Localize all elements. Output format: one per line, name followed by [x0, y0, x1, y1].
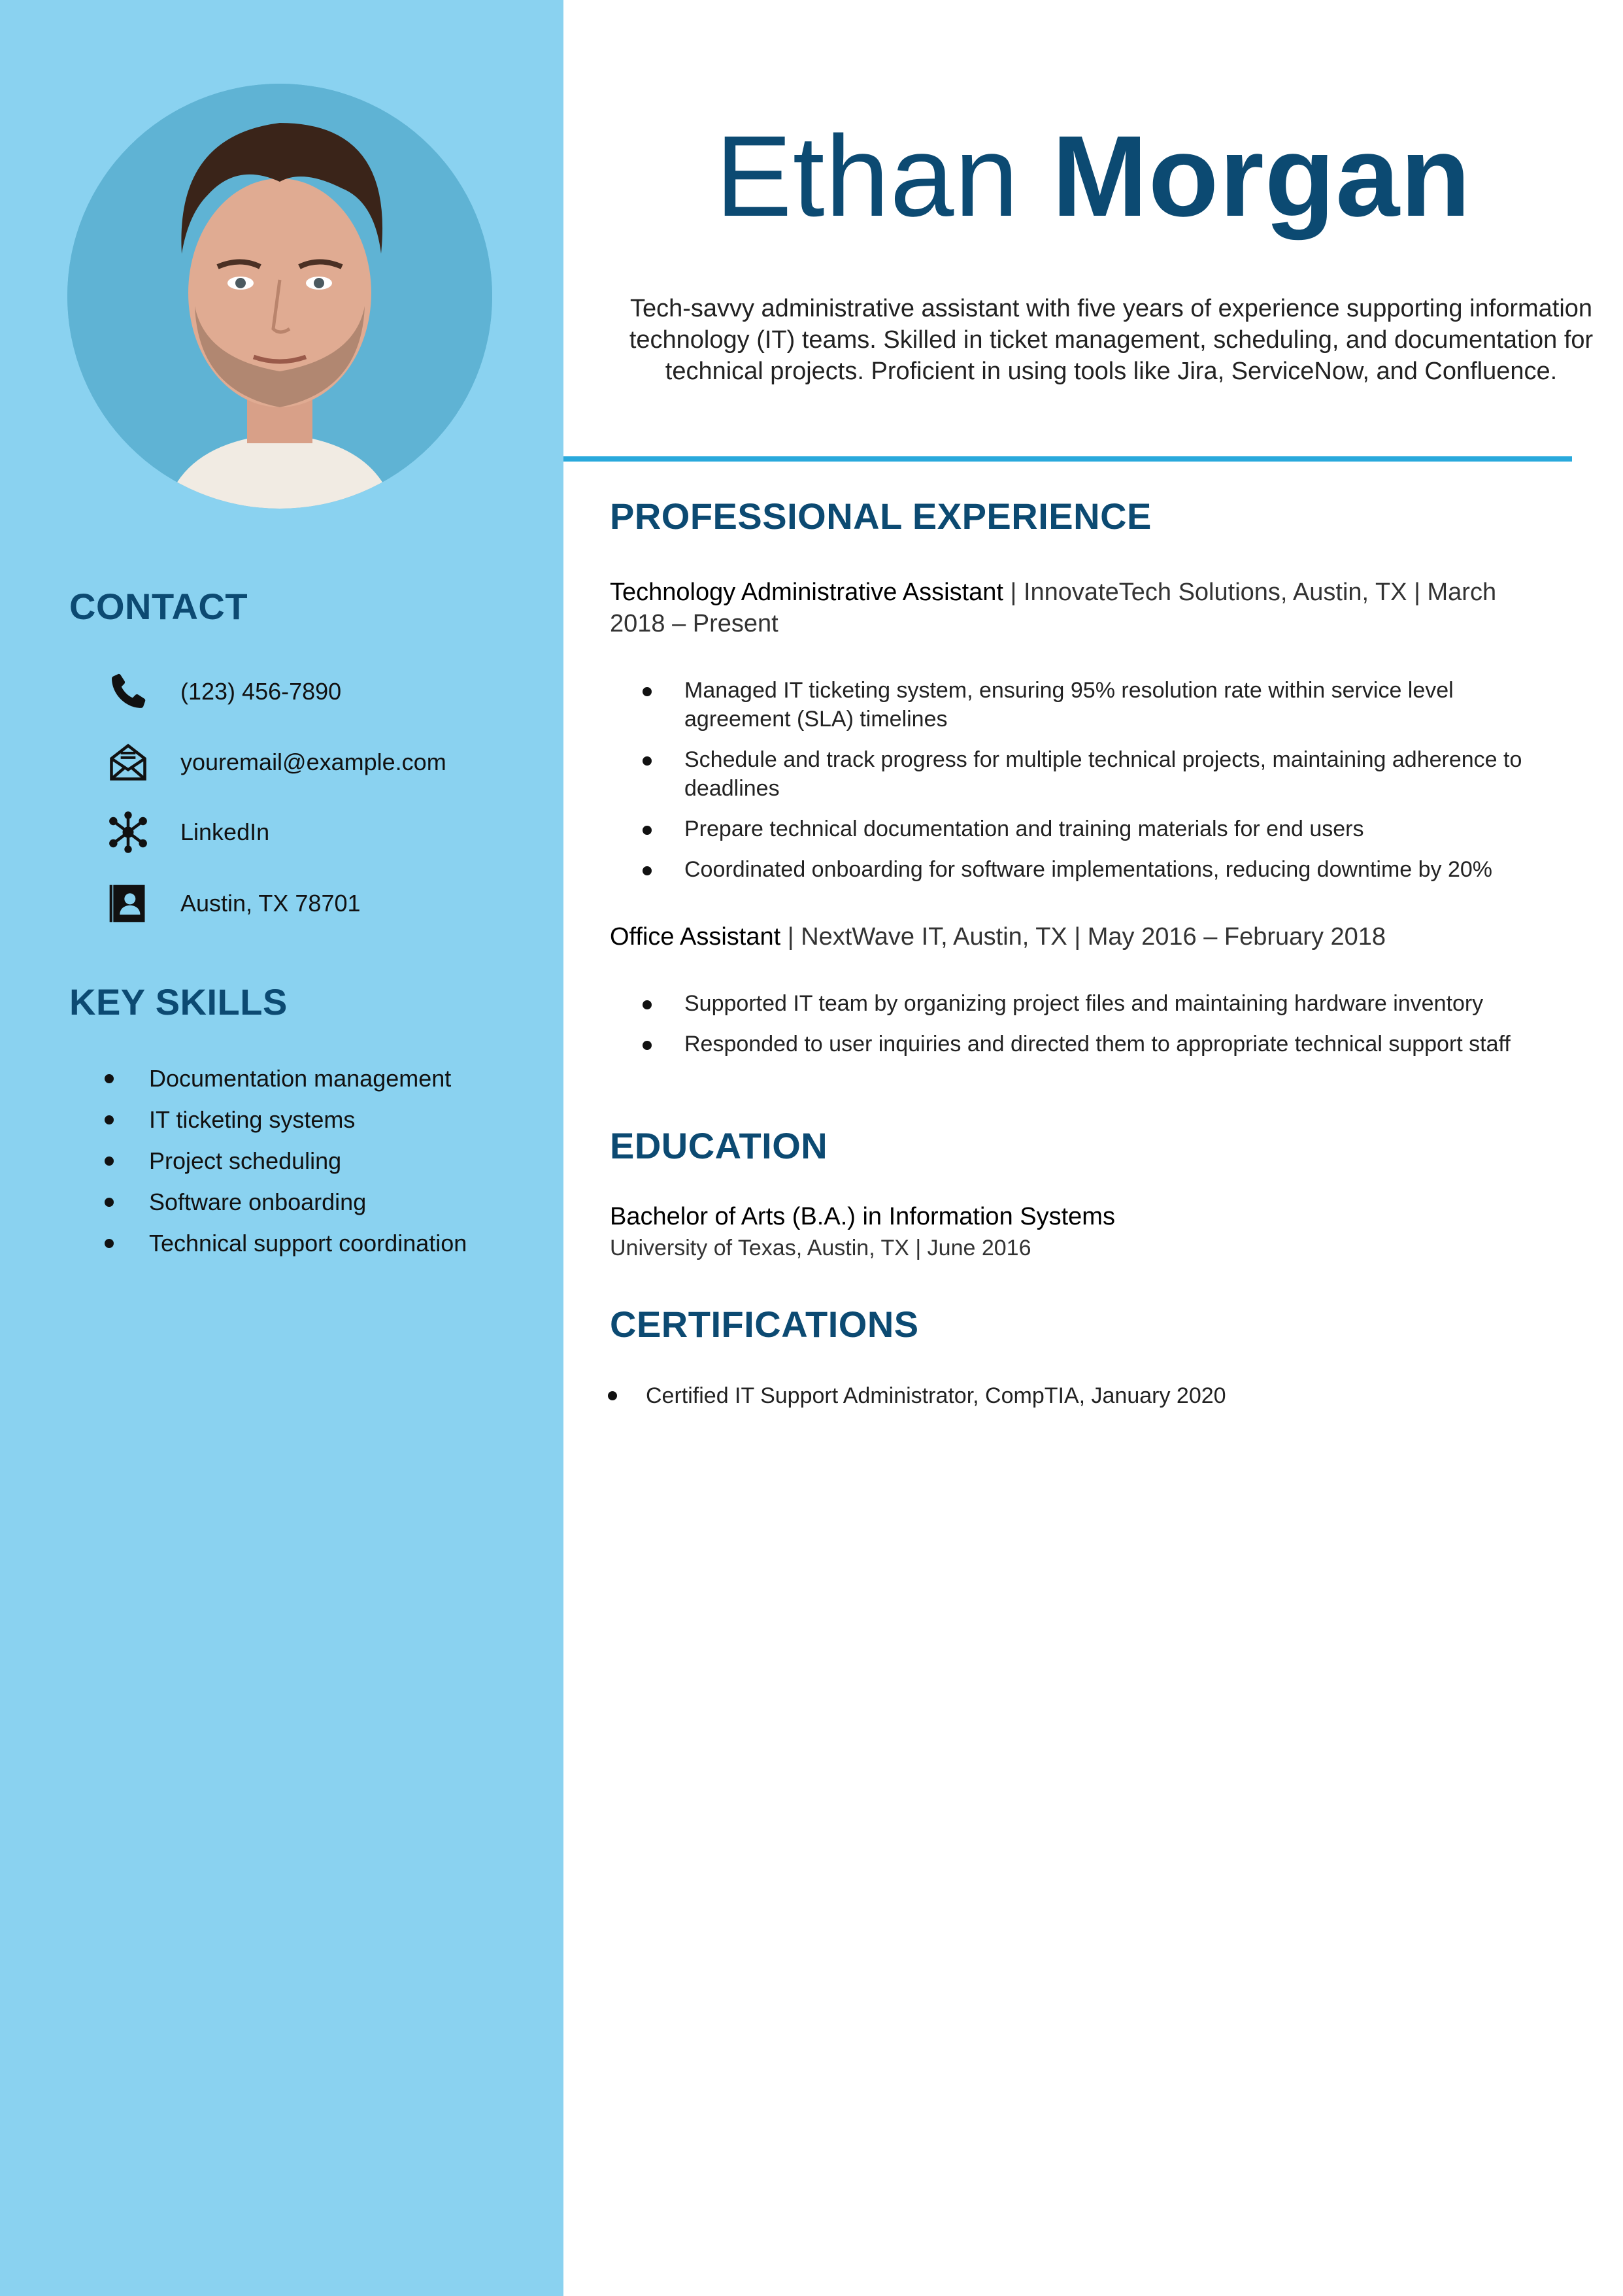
job-details: | NextWave IT, Austin, TX | May 2016 – February 2018 [780, 923, 1386, 951]
job-title: Technology Administrative Assistant [610, 579, 1003, 606]
skill-item: Technical support coordination [105, 1223, 467, 1264]
contact-card-icon [105, 880, 152, 927]
skill-item: Project scheduling [105, 1140, 467, 1181]
job-1-bullets [637, 676, 1552, 896]
certifications-list [608, 1379, 1226, 1412]
network-icon [105, 809, 152, 856]
contact-email[interactable] [105, 736, 446, 788]
experience-heading: PROFESSIONAL EXPERIENCE [610, 496, 1152, 537]
list-item: Supported IT team by organizing project files and maintaining hardware inventory [637, 989, 1552, 1018]
phone-number: (123) 456-7890 [180, 678, 342, 705]
education-degree: Bachelor of Arts (B.A.) in Information Systems [610, 1203, 1115, 1230]
list-item: Prepare technical documentation and training materials for end users [637, 815, 1552, 843]
job-2-bullets [637, 989, 1552, 1070]
skills-heading: KEY SKILLS [69, 981, 288, 1022]
education-heading: EDUCATION [610, 1125, 828, 1166]
email-address: youremail@example.com [180, 749, 446, 775]
skill-item: Software onboarding [105, 1181, 467, 1223]
contact-linkedin[interactable] [105, 806, 269, 858]
job-title: Office Assistant [610, 923, 781, 951]
contact-heading: CONTACT [69, 586, 248, 627]
job-details: | InnovateTech Solutions, Austin, TX | March 2018 – Present [610, 579, 1497, 637]
profile-photo [67, 84, 492, 509]
candidate-name: Ethan Morgan [715, 112, 1471, 241]
header-divider [563, 456, 1572, 462]
skills-list [105, 1058, 467, 1264]
phone-icon [105, 668, 152, 715]
location-text: Austin, TX 78701 [180, 890, 361, 917]
job-1-header [610, 577, 1558, 639]
education-school: University of Texas, Austin, TX | June 2016 [610, 1236, 1031, 1260]
summary-text: Tech-savvy administrative assistant with five years of experience supporting information technology (IT) teams. Skilled in ticket management, scheduling, and documentation for technical projects. Proficient in using tools like Jira, ServiceNow, and Confluence. [629, 295, 1594, 385]
list-item: Schedule and track progress for multiple technical projects, maintaining adherence to deadlines [637, 745, 1552, 803]
list-item: Coordinated onboarding for software implementations, reducing downtime by 20% [637, 855, 1552, 884]
list-item: Certified IT Support Administrator, CompTIA, January 2020 [608, 1379, 1226, 1412]
list-item: Managed IT ticketing system, ensuring 95% resolution rate within service level agreement (SLA) timelines [637, 676, 1552, 734]
certifications-heading: CERTIFICATIONS [610, 1304, 919, 1345]
job-2-header [610, 921, 1558, 953]
contact-location[interactable] [105, 877, 361, 930]
linkedin-link: LinkedIn [180, 819, 270, 845]
skill-item: IT ticketing systems [105, 1099, 467, 1140]
list-item: Responded to user inquiries and directed them to appropriate technical support staff [637, 1030, 1552, 1058]
contact-phone[interactable] [105, 666, 341, 718]
envelope-icon [105, 739, 152, 786]
skill-item: Documentation management [105, 1058, 467, 1099]
